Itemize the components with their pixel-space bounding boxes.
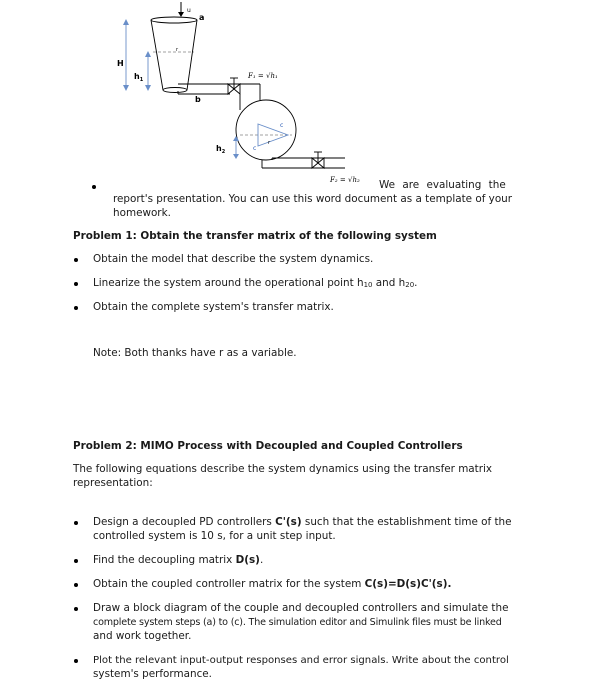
p2-b2-post: . <box>259 554 264 566</box>
tank2-sphere <box>236 100 296 160</box>
p2-b2-pre: Find the decoupling matrix <box>93 554 236 566</box>
p2-bullet5-line1: Plot the relevant input-output responses and error signals. Write about the control <box>93 655 509 666</box>
h1-arrow-top <box>145 51 151 57</box>
p2-bullet4-line1: Draw a block diagram of the couple and decoupled controllers and simulate the <box>93 602 509 614</box>
p2-bullet4-dot <box>74 607 78 611</box>
p2-bullet5-line2: system's performance. <box>93 668 212 680</box>
p1-b2-pre: Linearize the system around the operational point h <box>93 277 364 289</box>
p2-bullet3-dot <box>74 583 78 587</box>
label-h2-main: h <box>216 144 222 153</box>
H-arrow-top <box>123 19 129 25</box>
intro-bullet <box>92 185 96 189</box>
p1-bullet2-dot <box>74 282 78 286</box>
p1-bullet3-text: Obtain the complete system's transfer matrix. <box>93 301 334 313</box>
tank1-left-wall <box>151 20 163 90</box>
p1-bullet3-dot <box>74 306 78 310</box>
p2-b1-post: such that the establishment time of the <box>301 516 512 528</box>
label-h1-main: h <box>134 72 140 81</box>
p2-b1-bold: C'(s) <box>275 516 302 528</box>
p2-bullet4-line2: complete system steps (a) to (c). The simulation editor and Simulink files must be linked <box>93 617 502 628</box>
p2-b1-pre: Design a decoupled PD controllers <box>93 516 276 528</box>
p2-desc-line1: The following equations describe the system dynamics using the transfer matrix <box>73 463 493 475</box>
flow2-formula: F₂ = √h₂ <box>330 176 360 184</box>
intro-line2: report's presentation. You can use this word document as a template of your <box>113 193 513 205</box>
two-tank-diagram <box>90 0 390 195</box>
p1-bullet1-dot <box>74 258 78 262</box>
label-h2 <box>216 144 226 155</box>
label-u: u <box>187 7 191 14</box>
p2-bullet5-dot <box>74 659 78 663</box>
inflow-arrowhead <box>178 12 184 17</box>
p2-bullet1-line1 <box>93 516 512 529</box>
p1-b2-sub2: 20 <box>405 281 415 289</box>
p2-bullet1-line2: controlled system is 10 s, for a unit step input. <box>93 530 336 542</box>
p2-bullet3-text <box>93 578 451 591</box>
tank1-right-wall <box>187 20 197 90</box>
label-c-top: c <box>280 122 284 129</box>
tank1-bottom <box>163 88 187 93</box>
p2-bullet4-line3: and work together. <box>93 630 192 642</box>
p2-b3-bold: C(s)=D(s)C'(s). <box>364 578 452 590</box>
p1-bullet2-text <box>93 277 417 292</box>
intro-line1: We are evaluating the <box>379 179 506 191</box>
p2-b3-pre: Obtain the coupled controller matrix for the system <box>93 578 365 590</box>
p2-bullet2-text <box>93 554 263 567</box>
flow1-formula: F₁ = √h₁ <box>248 72 278 80</box>
p1-b2-mid: and h <box>372 277 406 289</box>
h2-arrow-bottom <box>233 154 239 159</box>
H-arrow-bottom <box>123 85 129 91</box>
label-r-tank1: r <box>176 47 179 53</box>
p1-note: Note: Both thanks have r as a variable. <box>93 347 297 359</box>
problem1-title: Problem 1: Obtain the transfer matrix of the following system <box>73 230 437 242</box>
intro-line3: homework. <box>113 207 171 219</box>
p1-b2-sub1: 10 <box>363 281 373 289</box>
label-H: H <box>117 59 124 68</box>
h1-arrow-bottom <box>145 85 151 91</box>
label-h1 <box>134 72 144 83</box>
label-r-tank2: r <box>268 140 271 146</box>
p1-b2-post: . <box>414 277 418 289</box>
p2-b2-bold: D(s) <box>235 554 260 566</box>
h2-arrow-top <box>233 136 239 141</box>
p1-bullet1-text: Obtain the model that describe the system dynamics. <box>93 253 374 265</box>
tank1-top <box>151 17 197 23</box>
p2-bullet1-dot <box>74 521 78 525</box>
label-h1-sub: 1 <box>139 77 144 83</box>
label-h2-sub: 2 <box>221 149 226 155</box>
label-a: a <box>199 13 205 22</box>
p2-bullet2-dot <box>74 559 78 563</box>
problem2-title: Problem 2: MIMO Process with Decoupled and Coupled Controllers <box>73 440 463 452</box>
label-c-left: c <box>253 145 257 152</box>
p2-desc-line2: representation: <box>73 477 153 489</box>
label-b: b <box>195 95 201 104</box>
